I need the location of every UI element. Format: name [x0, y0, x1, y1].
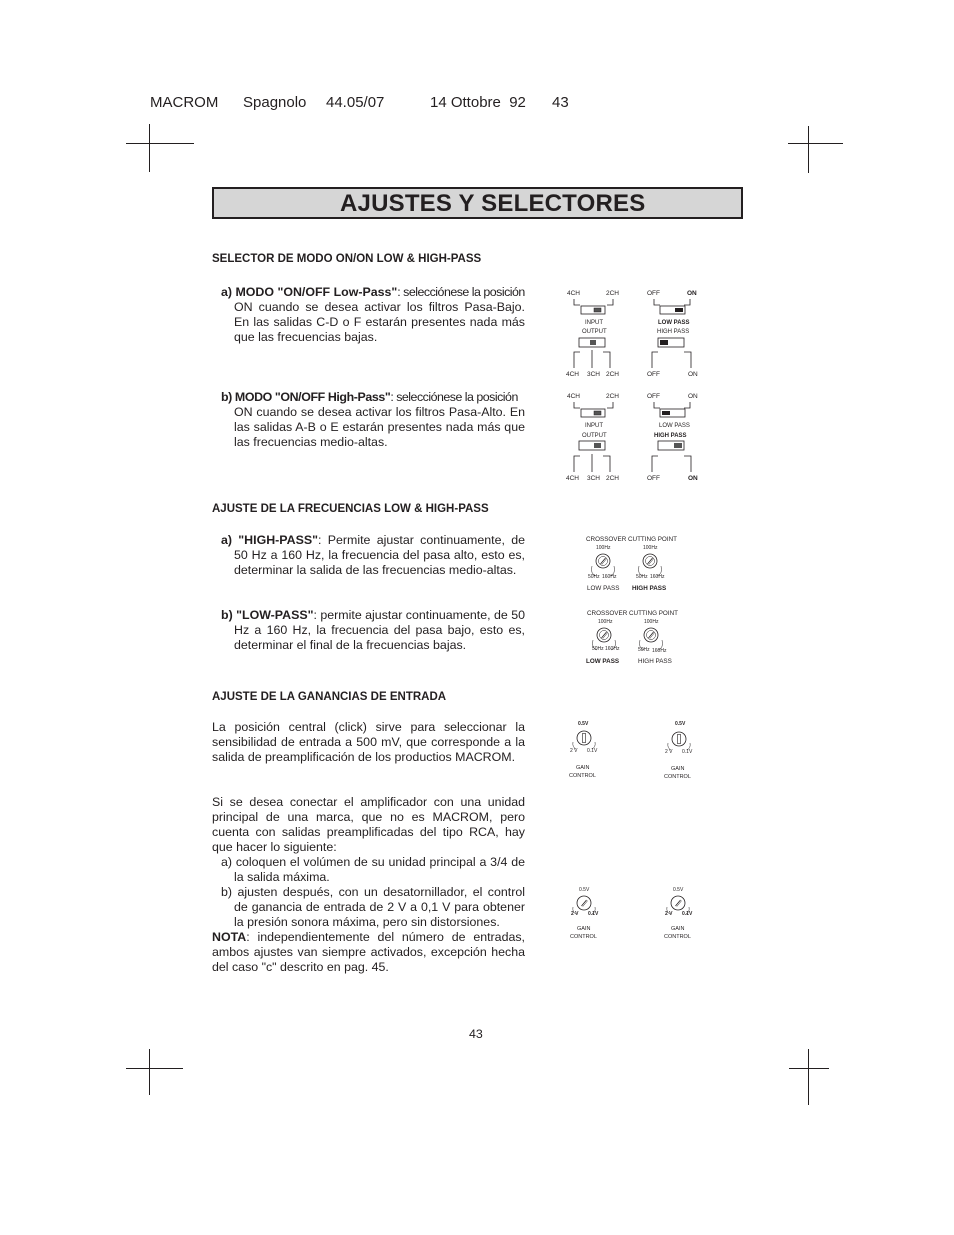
label-control: CONTROL: [664, 934, 691, 940]
label-100hz: 100Hz: [644, 619, 659, 625]
label-50hz: 50Hz: [588, 574, 600, 580]
label-2v: 2 V: [665, 911, 673, 917]
gain-knob: [671, 896, 685, 910]
section-3-heading: AJUSTE DE LA GANANCIAS DE ENTRADA: [212, 691, 447, 703]
label-3ch: 3CH: [587, 475, 601, 482]
label-100hz: 100Hz: [643, 545, 658, 551]
label-50hz: 50Hz: [636, 574, 648, 580]
label-05v: 0.5V: [579, 887, 590, 893]
label-2ch: 2CH: [606, 290, 620, 297]
label-low-pass: LOW PASS: [658, 320, 690, 326]
label-high-pass: HIGH PASS: [638, 658, 672, 665]
low-pass-knob: [596, 554, 610, 568]
label-2ch: 2CH: [606, 371, 620, 378]
label-2v: 2 V: [571, 911, 579, 917]
header-code: 44.05/07: [326, 94, 385, 111]
label-output: OUTPUT: [582, 433, 607, 439]
note-label: NOTA: [212, 930, 247, 944]
item-b-line1: : selecciónese la posición: [390, 390, 518, 404]
label-output: OUTPUT: [582, 329, 607, 335]
gain-diagram-center: [569, 721, 693, 780]
label-control: CONTROL: [569, 773, 596, 779]
label-05v: 0.5V: [673, 887, 684, 893]
label-100hz: 100Hz: [596, 545, 611, 551]
label-off: OFF: [647, 290, 660, 297]
gain-knob: [577, 896, 591, 910]
crossover-diagram-b: [586, 610, 678, 665]
item-b-rest: ON cuando se desea activar los filtros Pasa-Alto. En las salidas A-B o E estarán presentes nada más que las frecuencias medio-altas.: [234, 405, 525, 449]
label-4ch: 4CH: [566, 475, 580, 482]
label-2v: 2 V: [665, 749, 673, 755]
label-gain: GAIN: [576, 765, 590, 771]
label-gain: GAIN: [671, 766, 685, 772]
label-3ch: 3CH: [587, 371, 601, 378]
low-pass-label: b) "LOW-PASS": [221, 608, 314, 622]
label-gain: GAIN: [577, 926, 591, 932]
item-b-label: b) MODO "ON/OFF High-Pass": [221, 390, 391, 404]
header-page: 43: [552, 94, 569, 111]
label-input: INPUT: [585, 320, 603, 326]
label-2ch: 2CH: [606, 475, 620, 482]
label-high-pass: HIGH PASS: [632, 585, 667, 592]
gain-knob: [672, 732, 686, 746]
item-a-label: a) MODO "ON/OFF Low-Pass": [221, 285, 398, 299]
label-01v: 0.1V: [587, 748, 598, 754]
label-100hz: 100Hz: [598, 619, 613, 625]
label-off: OFF: [647, 371, 660, 378]
label-2v: 2 V: [570, 748, 578, 754]
note-text: : independientemente del número de entradas, ambos ajustes van siempre activados, excepción hecha del caso "c" descrito en pag. 45.: [212, 930, 525, 974]
section-2-heading: AJUSTE DE LA FRECUENCIAS LOW & HIGH-PASS: [212, 503, 489, 515]
label-on: ON: [688, 393, 698, 400]
label-off: OFF: [647, 393, 660, 400]
label-control: CONTROL: [664, 774, 691, 780]
label-160hz: 160Hz: [652, 648, 667, 654]
label-low-pass: LOW PASS: [586, 658, 620, 665]
label-160hz: 160Hz: [602, 574, 617, 580]
label-4ch: 4CH: [567, 393, 581, 400]
label-05v: 0.5V: [578, 721, 589, 727]
gain-step-b: b) ajusten después, con un desatornillador, el control de ganancia de entrada de 2 V a 0,1 V para obtener la presión sonora máxima, pero sin distorsiones.: [221, 885, 525, 929]
low-pass-knob: [597, 628, 611, 642]
page-number: 43: [469, 1027, 483, 1041]
high-pass-knob: [643, 554, 657, 568]
label-input: INPUT: [585, 423, 603, 429]
label-gain: GAIN: [671, 926, 685, 932]
label-50hz: 50Hz: [638, 647, 650, 653]
high-pass-knob: [644, 628, 658, 642]
label-01v: 0.1V: [588, 911, 599, 917]
gain-diagram-adjust: [570, 887, 693, 940]
label-50hz: 50Hz: [592, 646, 604, 652]
label-off: OFF: [647, 475, 660, 482]
header-date: 14 Ottobre 92: [430, 94, 526, 111]
label-160hz: 160Hz: [605, 646, 620, 652]
high-pass-text: : Permite ajustar continuamente, de 50 Hz a 160 Hz, la frecuencia del pasa alto, esto es, determinar la salida de las frecuencias medio-altas.: [234, 533, 525, 577]
label-low-pass: LOW PASS: [587, 585, 620, 592]
header-brand: MACROM: [150, 94, 219, 111]
section-1-heading: SELECTOR DE MODO ON/ON LOW & HIGH-PASS: [212, 253, 482, 265]
item-a-rest: ON cuando se desea activar los filtros Pasa-Bajo. En las salidas C-D o F estarán presentes nada más que las frecuencias bajas.: [234, 300, 525, 344]
label-4ch: 4CH: [566, 371, 580, 378]
gain-step-a: a) coloquen el volúmen de su unidad principal a 3/4 de la salida máxima.: [221, 855, 525, 884]
crossover-title: CROSSOVER CUTTING POINT: [587, 610, 678, 617]
label-2ch: 2CH: [606, 393, 620, 400]
label-high-pass: HIGH PASS: [657, 329, 690, 335]
crossover-diagram-a: [586, 536, 677, 592]
high-pass-label: a) "HIGH-PASS": [221, 533, 318, 547]
label-160hz: 160Hz: [650, 574, 665, 580]
item-a-line1: : selecciónese la posición: [397, 285, 525, 299]
label-high-pass: HIGH PASS: [654, 433, 687, 439]
gain-paragraph-1: La posición central (click) sirve para seleccionar la sensibilidad de entrada a 500 mV, que corresponde a la salida de preamplificación de los productios MACROM.: [212, 720, 525, 764]
label-4ch: 4CH: [567, 290, 581, 297]
label-01v: 0.1V: [682, 749, 693, 755]
label-on: ON: [688, 371, 698, 378]
label-on: ON: [687, 290, 697, 297]
gain-knob: [577, 731, 591, 745]
label-05v: 0.5V: [675, 721, 686, 727]
label-low-pass: LOW PASS: [659, 423, 690, 429]
label-control: CONTROL: [570, 934, 597, 940]
label-on: ON: [688, 475, 698, 482]
crossover-title: CROSSOVER CUTTING POINT: [586, 536, 677, 543]
switch-diagram-b: [566, 393, 698, 482]
switch-diagram-a: [566, 290, 698, 378]
page-title: AJUSTES Y SELECTORES: [340, 190, 646, 217]
label-01v: 0.1V: [682, 911, 693, 917]
low-pass-text: : permite ajustar continuamente, de 50 Hz a 160 Hz, la frecuencia del pasa bajo, esto es, determinar el final de la frecuencias bajas.: [234, 608, 525, 652]
gain-intro: Si se desea conectar el amplificador con una unidad principal de una marca, que no es MACROM, pero cuenta con salidas preamplificadas del tipo RCA, hay que hacer lo siguiente:: [212, 795, 525, 854]
header-language: Spagnolo: [243, 94, 307, 111]
